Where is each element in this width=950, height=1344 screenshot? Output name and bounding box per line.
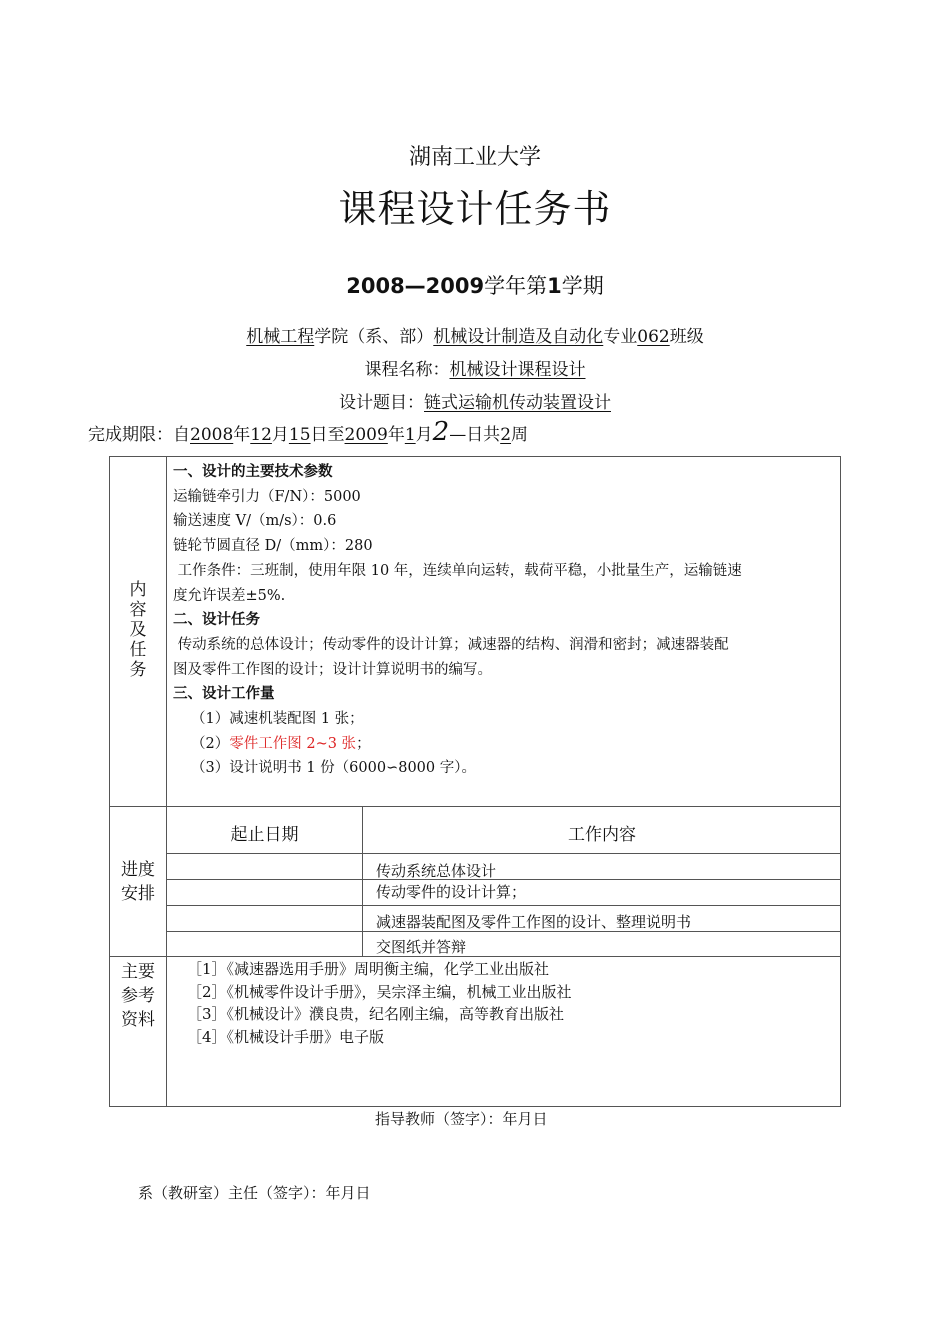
topic-name: 链式运输机传动装置设计 xyxy=(424,393,611,413)
end-month: 1 xyxy=(404,425,416,445)
workload-highlight: 零件工作图 2~3 张 xyxy=(229,735,357,752)
course-line xyxy=(0,355,950,380)
term-end: 学期 xyxy=(561,274,604,298)
workload-item: （3）设计说明书 1 份（6000∽8000 字）。 xyxy=(191,760,476,777)
content-side-label xyxy=(109,580,167,680)
class-number: 062 xyxy=(637,327,670,347)
start-year: 2008 xyxy=(190,425,234,445)
end-day: 2 xyxy=(432,417,450,447)
side-line: 安排 xyxy=(121,884,155,904)
schedule-row: 减速器装配图及零件工作图的设计、整理说明书 xyxy=(376,913,692,931)
major-suffix: 专业 xyxy=(603,327,638,347)
end-month-suffix: 月 xyxy=(415,425,433,445)
topic-line xyxy=(0,388,950,413)
schedule-row-divider xyxy=(166,879,841,880)
task-line: 图及零件工作图的设计；设计计算说明书的编写。 xyxy=(173,661,492,678)
start-month: 12 xyxy=(250,425,272,445)
start-day: 15 xyxy=(288,425,311,445)
param-line: 工作条件：三班制，使用年限 10 年，连续单向运转，载荷平稳，小批量生产，运输链速 xyxy=(173,562,742,579)
reference-item: ［4］《机械设计手册》电子版 xyxy=(187,1028,385,1046)
side-char: 务 xyxy=(129,660,147,680)
reference-item: ［1］《减速器选用手册》周明衡主编，化学工业出版社 xyxy=(187,960,550,978)
weeks-count: 2 xyxy=(500,425,512,445)
class-suffix: 班级 xyxy=(669,327,704,347)
schedule-header-work: 工作内容 xyxy=(568,825,636,845)
references-side-label xyxy=(109,960,167,1032)
period-prefix: 完成期限：自 xyxy=(88,425,190,445)
director-signature: 系（教研室）主任（签字）：年月日 xyxy=(138,1184,371,1202)
schedule-row-divider xyxy=(166,905,841,906)
course-name: 机械设计课程设计 xyxy=(449,360,586,380)
schedule-row: 传动零件的设计计算； xyxy=(376,883,527,901)
side-char: 内 xyxy=(129,580,147,600)
start-month-suffix: 月 xyxy=(271,425,289,445)
param-line: 输送速度 V/（m/s）：0.6 xyxy=(173,513,337,530)
side-char: 任 xyxy=(129,640,147,660)
schedule-row: 交图纸并答辩 xyxy=(376,938,467,956)
side-line: 进度 xyxy=(121,860,155,880)
document-title: 课程设计任务书 xyxy=(338,187,612,231)
schedule-header-date: 起止日期 xyxy=(230,825,299,845)
side-line: 主要 xyxy=(121,962,155,982)
reference-item: ［2］《机械零件设计手册》，吴宗泽主编，机械工业出版社 xyxy=(187,983,572,1001)
university-name: 湖南工业大学 xyxy=(408,145,541,170)
workload-suffix: ； xyxy=(356,735,371,752)
section-heading: 一、设计的主要技术参数 xyxy=(173,464,333,480)
major-name: 机械设计制造及自动化 xyxy=(433,327,604,347)
term-number: 1 xyxy=(547,274,562,298)
topic-label: 设计题目： xyxy=(339,393,424,413)
side-char: 容 xyxy=(129,600,147,620)
table-row-divider xyxy=(109,806,841,807)
school-name: 机械工程 xyxy=(246,327,315,347)
period-line xyxy=(88,417,529,447)
content-body xyxy=(173,460,838,781)
side-char: 及 xyxy=(129,620,147,640)
start-day-suffix: 日至 xyxy=(310,425,345,445)
school-suffix: 学院（系、部） xyxy=(314,327,434,347)
reference-item: ［3］《机械设计》濮良贵，纪名刚主编，高等教育出版社 xyxy=(187,1005,565,1023)
department-line xyxy=(0,322,950,347)
param-line: 链轮节圆直径 D/（mm）：280 xyxy=(173,538,373,555)
param-line: 运输链牵引力（F/N）：5000 xyxy=(173,488,361,505)
term-mid: 学年第 xyxy=(484,274,548,298)
schedule-row: 传动系统总体设计 xyxy=(376,862,497,880)
task-line: 传动系统的总体设计；传动零件的设计计算；减速器的结构、润滑和密封；减速器装配 xyxy=(173,636,729,653)
course-label: 课程名称： xyxy=(364,360,450,380)
workload-item xyxy=(173,732,838,757)
end-year: 2009 xyxy=(344,425,388,445)
end-year-suffix: 年 xyxy=(387,425,405,445)
schedule-row-divider xyxy=(166,853,841,854)
side-line: 参考 xyxy=(121,986,155,1006)
workload-prefix: （2） xyxy=(191,735,230,752)
schedule-side-label xyxy=(109,858,167,906)
side-line: 资料 xyxy=(121,1010,155,1030)
section-heading: 三、设计工作量 xyxy=(173,686,275,703)
param-line: 度允许误差±5%. xyxy=(173,587,286,604)
teacher-signature: 指导教师（签字）：年月日 xyxy=(375,1110,548,1128)
table-row-divider xyxy=(109,956,841,957)
start-year-suffix: 年 xyxy=(233,425,251,445)
academic-term xyxy=(0,270,950,300)
period-tail: —日共 xyxy=(449,425,501,445)
weeks-suffix: 周 xyxy=(511,425,529,445)
term-years: 2008—2009 xyxy=(346,274,485,298)
section-heading: 二、设计任务 xyxy=(173,612,260,629)
workload-item: （1）减速机装配图 1 张； xyxy=(191,711,364,728)
